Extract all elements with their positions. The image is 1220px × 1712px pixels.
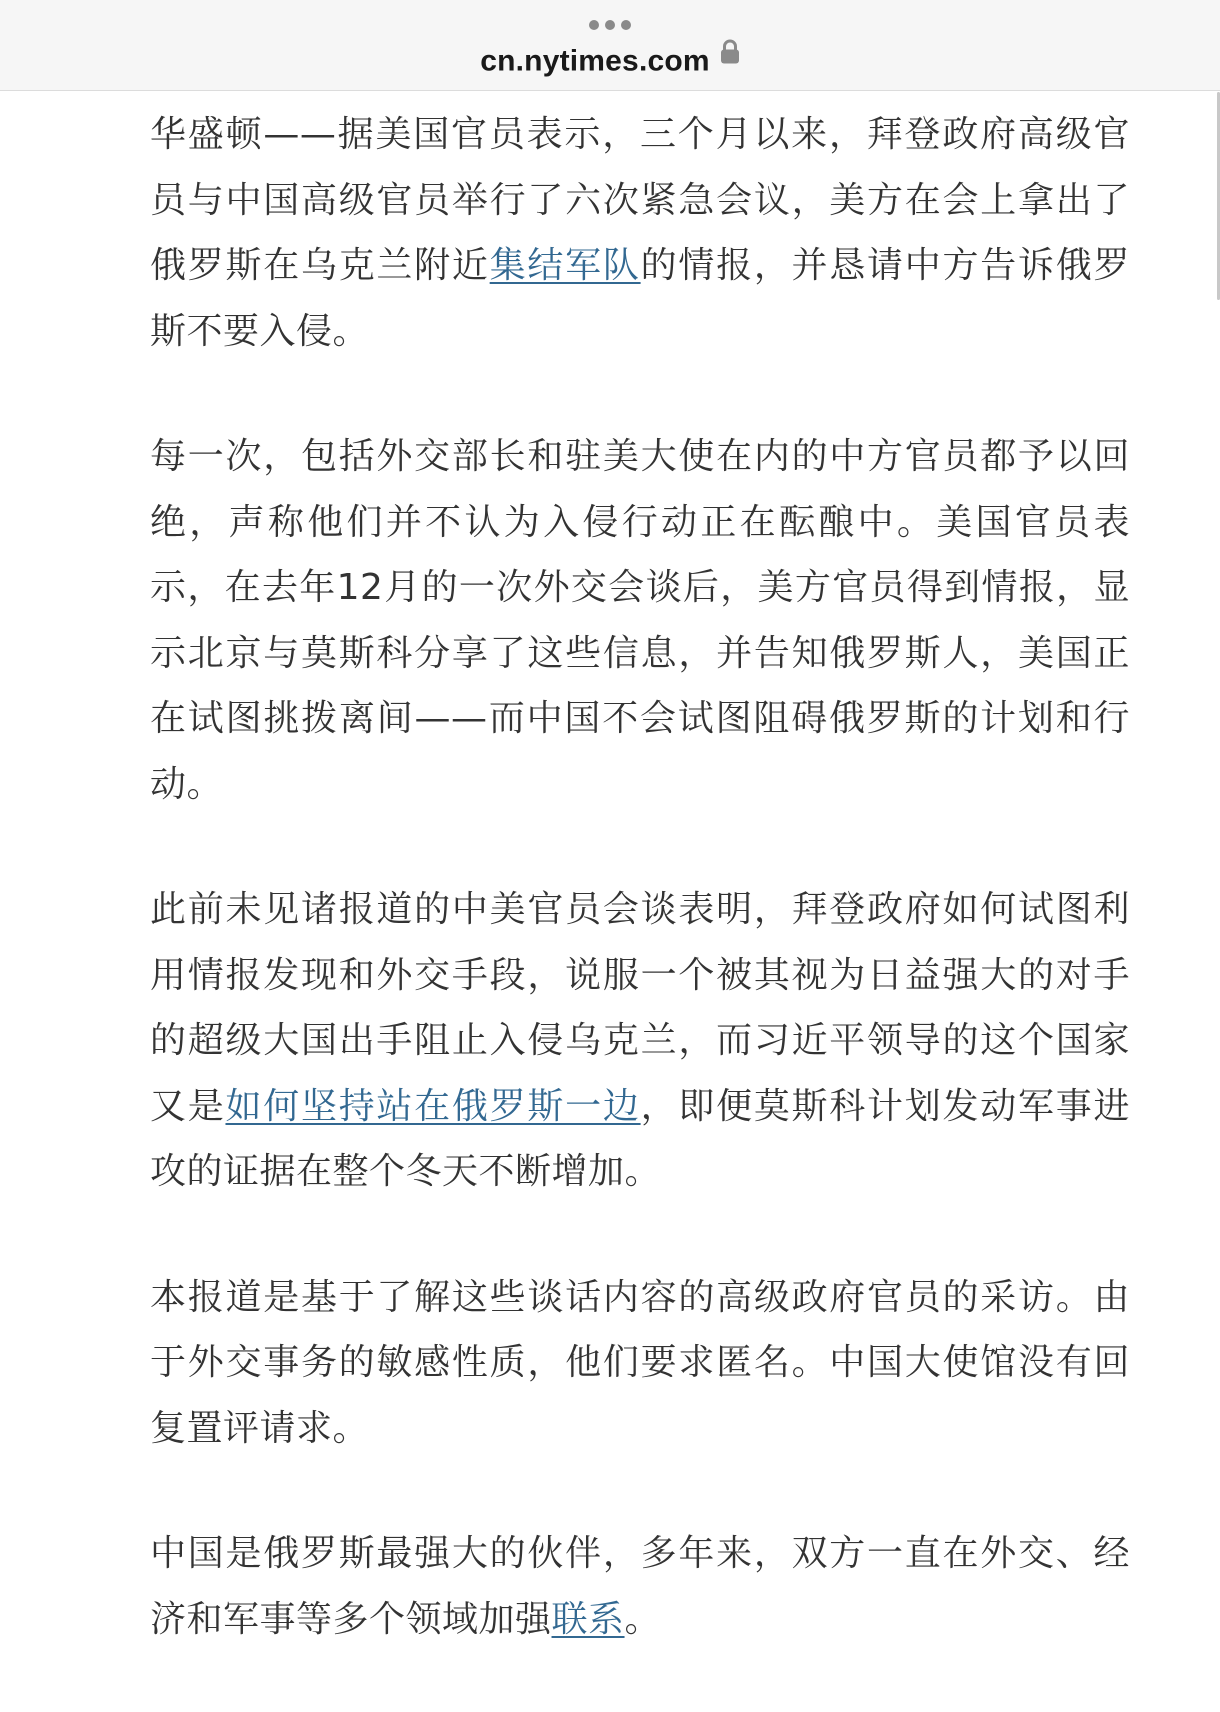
paragraph-text: 华盛顿——据美国官员表示，三个月以来，拜登政府高级官员与中国高级官员举行了六次紧急会议，美方在会上拿出了俄罗斯在乌克兰附近 (150, 114, 1130, 286)
article-paragraph-5 (150, 1521, 1130, 1652)
article-paragraph-3 (150, 877, 1130, 1205)
paragraph-text: 此前未见诸报道的中美官员会谈表明，拜登政府如何试图利用情报发现和外交手段，说服一个被其视为日益强大的对手的超级大国出手阻止入侵乌克兰，而习近平领导的这个国家又是 (150, 889, 1130, 1127)
paragraph-text: 中国是俄罗斯最强大的伙伴，多年来，双方一直在外交、经济和军事等多个领域加强 (150, 1533, 1130, 1640)
dot (621, 20, 631, 30)
article-paragraph-1 (150, 102, 1130, 364)
dot (589, 20, 599, 30)
paragraph-text: 的情报，并恳请中方告诉俄罗斯不要入侵。 (150, 245, 1130, 352)
lock-icon (720, 39, 740, 81)
link-ties[interactable]: 联系 (551, 1598, 625, 1640)
url-display[interactable] (0, 40, 1220, 82)
browser-url-bar[interactable] (0, 0, 1220, 91)
url-domain: cn.nytimes.com (480, 44, 710, 78)
paragraph-text: ，即便莫斯科计划发动军事进攻的证据在整个冬天不断增加。 (150, 1085, 1130, 1192)
dot (605, 20, 615, 30)
link-troop-buildup[interactable]: 集结军队 (489, 245, 641, 286)
article-body (150, 102, 1130, 1712)
article-paragraph-2: 每一次，包括外交部长和驻美大使在内的中方官员都予以回绝，声称他们并不认为入侵行动正在酝酿中。美国官员表示，在去年12月的一次外交会谈后，美方官员得到情报，显示北京与莫斯科分享了这些信息，并告知俄罗斯人，美国正在试图挑拨离间——而中国不会试图阻碍俄罗斯的计划和行动。 (150, 436, 1130, 805)
article-paragraph-4: 本报道是基于了解这些谈话内容的高级政府官员的采访。由于外交事务的敏感性质，他们要求匿名。中国大使馆没有回复置评请求。 (150, 1276, 1130, 1449)
link-china-stands-with-russia[interactable]: 如何坚持站在俄罗斯一边 (225, 1085, 641, 1127)
paragraph-text: 。 (624, 1598, 662, 1640)
ellipsis-icon[interactable] (0, 17, 1220, 31)
